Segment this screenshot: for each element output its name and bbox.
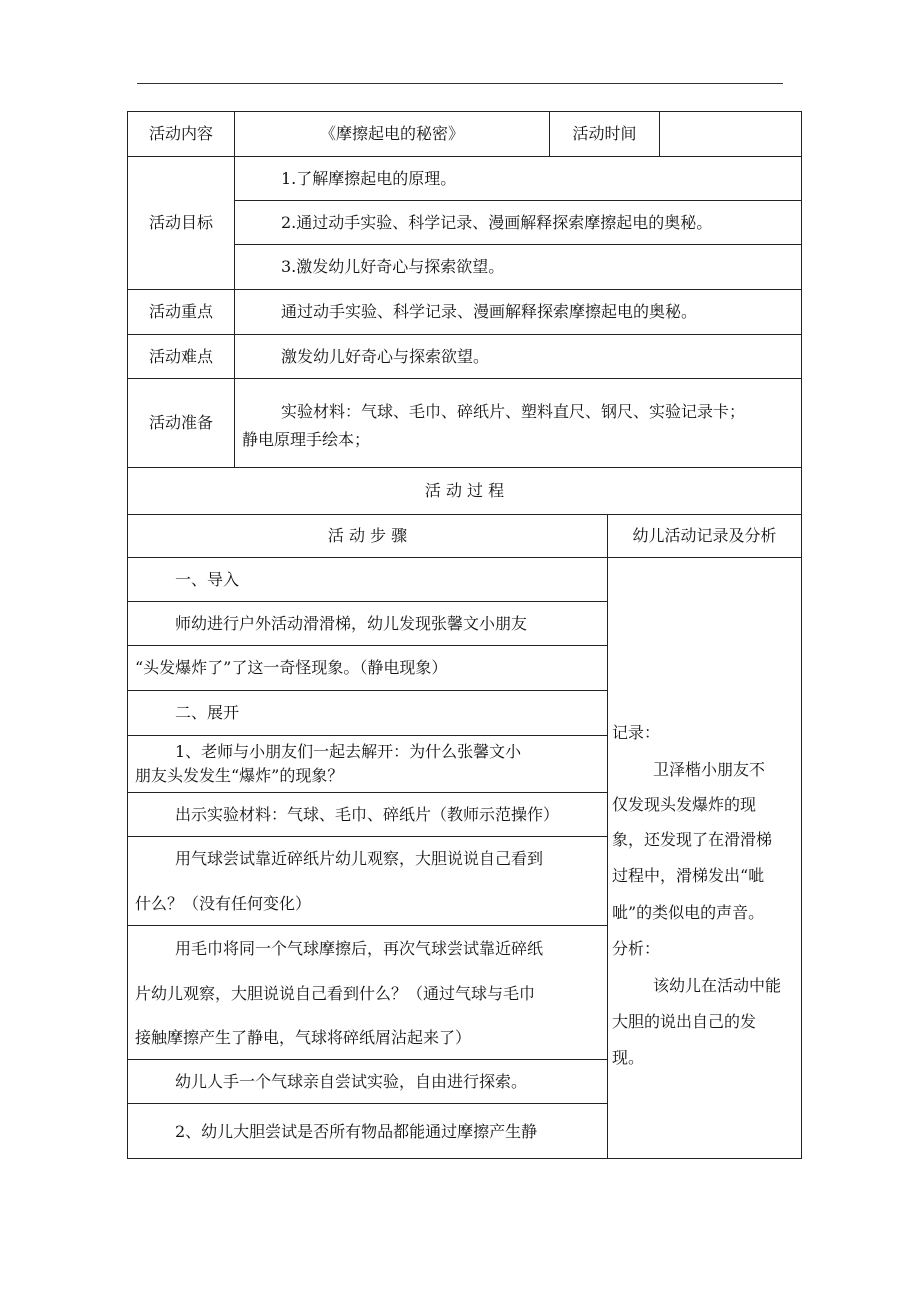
activity-time-value	[660, 112, 801, 156]
record-text: 呲”的类似电的声音。	[612, 903, 765, 922]
step-text: 片幼儿观察，大胆说说自己看到什么？（通过气球与毛巾	[135, 984, 536, 1003]
goal-item-3: 3.激发幼儿好奇心与探索欲望。	[281, 257, 505, 276]
goal-item-1: 1.了解摩擦起电的原理。	[281, 168, 457, 188]
step-intro-heading: 一、导入	[175, 570, 240, 589]
preparation-line-2: 静电原理手绘本；	[242, 430, 371, 449]
steps-header: 活 动 步 骤	[327, 526, 408, 545]
record-text: 象，还发现了在滑滑梯	[612, 830, 773, 849]
analysis-text: 大胆的说出自己的发	[612, 1012, 757, 1031]
step-text: 接触摩擦产生了静电，气球将碎纸屑沾起来了）	[135, 1028, 472, 1047]
process-title: 活 动 过 程	[424, 481, 505, 500]
activity-title: 《摩擦起电的秘密》	[319, 124, 464, 143]
step-text: 用气球尝试靠近碎纸片幼儿观察，大胆说说自己看到	[175, 849, 544, 868]
difficulty-text: 激发幼儿好奇心与探索欲望。	[281, 346, 490, 366]
step-text: 出示实验材料：气球、毛巾、碎纸片（教师示范操作）	[175, 805, 560, 824]
analysis-text: 该幼儿在活动中能	[653, 976, 782, 995]
label-preparation: 活动准备	[148, 413, 213, 432]
record-text: 卫泽楷小朋友不	[653, 760, 766, 779]
label-activity-goals: 活动目标	[148, 213, 213, 232]
step-text: 朋友头发发生“爆炸”的现象？	[135, 766, 344, 785]
record-text: 过程中，滑梯发出“呲	[612, 866, 765, 885]
analysis-text: 现。	[612, 1048, 645, 1067]
header-rule	[137, 83, 783, 84]
record-text: 仅发现头发爆炸的现	[612, 795, 757, 814]
step-text: “头发爆炸了”了这一奇怪现象。（静电现象）	[135, 658, 448, 677]
label-difficulty: 活动难点	[148, 346, 213, 366]
label-activity-time: 活动时间	[572, 124, 637, 143]
step-develop-heading: 二、展开	[175, 703, 240, 722]
step-text: 用毛巾将同一个气球摩擦后，再次气球尝试靠近碎纸	[175, 939, 544, 958]
step-text: 什么？（没有任何变化）	[135, 894, 312, 913]
label-key-point: 活动重点	[148, 302, 213, 321]
goal-item-2: 2.通过动手实验、科学记录、漫画解释探索摩擦起电的奥秘。	[281, 212, 713, 232]
step-text: 2、幼儿大胆尝试是否所有物品都能通过摩擦产生静	[175, 1122, 538, 1141]
record-header: 幼儿活动记录及分析	[632, 526, 777, 545]
step-text: 1、老师与小朋友们一起去解开：为什么张馨文小	[175, 742, 522, 761]
record-label: 记录：	[612, 723, 661, 742]
preparation-line-1: 实验材料：气球、毛巾、碎纸片、塑料直尺、钢尺、实验记录卡；	[281, 402, 746, 421]
analysis-label: 分析：	[612, 939, 661, 958]
key-point-text: 通过动手实验、科学记录、漫画解释探索摩擦起电的奥秘。	[281, 302, 698, 321]
label-activity-content: 活动内容	[148, 124, 213, 143]
step-text: 幼儿人手一个气球亲自尝试实验，自由进行探索。	[175, 1072, 528, 1091]
step-text: 师幼进行户外活动滑滑梯，幼儿发现张馨文小朋友	[175, 614, 528, 633]
